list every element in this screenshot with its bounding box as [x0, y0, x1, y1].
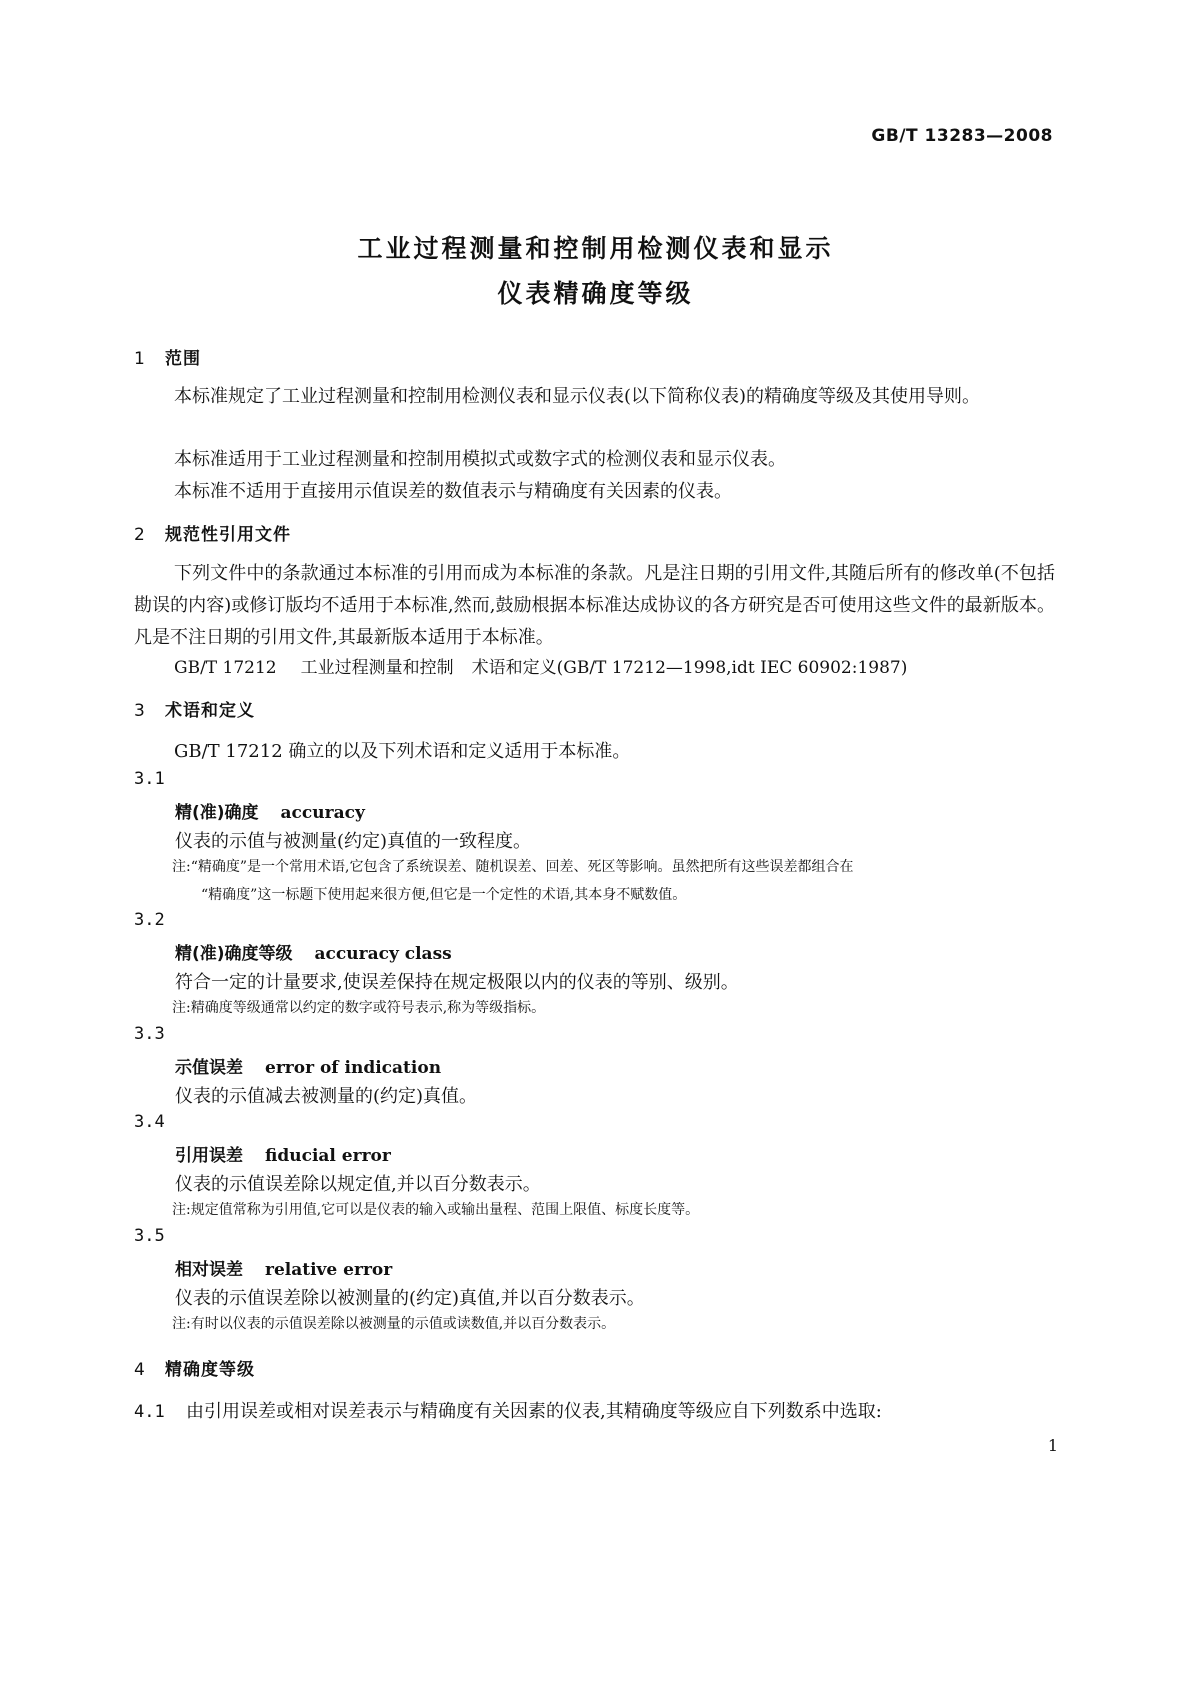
standard-code: GB/T 13283—2008: [871, 126, 1053, 146]
section-2-heading: [134, 520, 1055, 545]
reference-title-part-2: 术语和定义(GB/T 17212—1998,idt IEC 60902:1987): [471, 658, 908, 678]
section-2-paragraph-1: 下列文件中的条款通过本标准的引用而成为本标准的条款。凡是注日期的引用文件,其随后所有的修改单(不包括勘误的内容)或修订版均不适用于本标准,然而,鼓励根据本标准达成协议的各方研究是否可使用这些文件的最新版本。凡是不注日期的引用文件,其最新版本适用于本标准。: [134, 563, 1055, 648]
reference-title-part-1: 工业过程测量和控制: [300, 658, 454, 678]
clause-3-4-number: 3.4: [134, 1112, 165, 1132]
section-number: 2: [134, 525, 146, 545]
term-en: accuracy: [280, 803, 365, 823]
term-zh: 引用误差: [175, 1146, 243, 1166]
term-en: error of indication: [265, 1058, 442, 1078]
note-3-1: [134, 853, 1055, 909]
term-zh: 精(准)确度等级: [175, 944, 293, 964]
section-3-heading: [134, 696, 1055, 721]
title-line-1: 工业过程测量和控制用检测仪表和显示: [357, 234, 834, 263]
term-en: fiducial error: [265, 1146, 391, 1166]
section-1-paragraph-1: 本标准规定了工业过程测量和控制用检测仪表和显示仪表(以下简称仪表)的精确度等级及其使用导则。: [174, 386, 981, 407]
definition-3-5: 仪表的示值误差除以被测量的(约定)真值,并以百分数表示。: [175, 1288, 645, 1309]
title-line-2: 仪表精确度等级: [497, 279, 694, 308]
section-title: 术语和定义: [165, 701, 255, 721]
definition-3-2: 符合一定的计量要求,使误差保持在规定极限以内的仪表的等别、级别。: [175, 972, 739, 993]
section-4-heading: [134, 1355, 1055, 1380]
term-zh: 精(准)确度: [175, 803, 259, 823]
term-3-3: [134, 1053, 1055, 1078]
clause-3-1-number: 3.1: [134, 769, 165, 789]
term-3-5: [134, 1255, 1055, 1280]
document-title: [0, 226, 1191, 316]
normative-reference: [134, 653, 1055, 678]
clause-text: 由引用误差或相对误差表示与精确度有关因素的仪表,其精确度等级应自下列数系中选取:: [186, 1401, 882, 1422]
term-zh: 相对误差: [175, 1260, 243, 1280]
term-en: relative error: [265, 1260, 393, 1280]
term-en: accuracy class: [314, 944, 452, 964]
note-3-4: [134, 1196, 1055, 1224]
section-number: 4: [134, 1360, 146, 1380]
term-3-4: [134, 1141, 1055, 1166]
definition-3-1: 仪表的示值与被测量(约定)真值的一致程度。: [175, 831, 532, 852]
definition-3-3: 仪表的示值减去被测量的(约定)真值。: [175, 1086, 478, 1107]
note-line-1: 注:“精确度”是一个常用术语,它包含了系统误差、随机误差、回差、死区等影响。虽然把所有这些误差都组合在: [172, 859, 854, 875]
section-title: 范围: [165, 349, 201, 369]
clause-3-5-number: 3.5: [134, 1226, 165, 1246]
section-1-heading: [134, 344, 1055, 369]
page-number: 1: [1047, 1436, 1058, 1455]
clause-3-3-number: 3.3: [134, 1024, 165, 1044]
note-line-1: 注:有时以仪表的示值误差除以被测量的示值或读数值,并以百分数表示。: [172, 1316, 616, 1332]
section-3-intro: GB/T 17212 确立的以及下列术语和定义适用于本标准。: [174, 741, 631, 762]
note-3-2: [134, 994, 1055, 1022]
clause-4-1: [134, 1397, 1055, 1423]
section-1-paragraph-2: 本标准适用于工业过程测量和控制用模拟式或数字式的检测仪表和显示仪表。: [174, 449, 786, 470]
definition-3-4: 仪表的示值误差除以规定值,并以百分数表示。: [175, 1174, 541, 1195]
note-line-1: 注:精确度等级通常以约定的数字或符号表示,称为等级指标。: [172, 1000, 546, 1016]
section-title: 规范性引用文件: [165, 525, 291, 545]
clause-number: 4.1: [134, 1402, 165, 1422]
section-number: 1: [134, 349, 146, 369]
section-title: 精确度等级: [165, 1360, 255, 1380]
reference-code: GB/T 17212: [174, 658, 277, 678]
clause-3-2-number: 3.2: [134, 910, 165, 930]
term-zh: 示值误差: [175, 1058, 243, 1078]
note-line-1: 注:规定值常称为引用值,它可以是仪表的输入或输出量程、范围上限值、标度长度等。: [172, 1202, 700, 1218]
term-3-1: [134, 798, 1055, 823]
term-3-2: [134, 939, 1055, 964]
note-line-2: “精确度”这一标题下使用起来很方便,但它是一个定性的术语,其本身不赋数值。: [201, 887, 687, 903]
section-number: 3: [134, 701, 146, 721]
section-1-paragraph-3: 本标准不适用于直接用示值误差的数值表示与精确度有关因素的仪表。: [174, 481, 732, 502]
note-3-5: [134, 1310, 1055, 1338]
